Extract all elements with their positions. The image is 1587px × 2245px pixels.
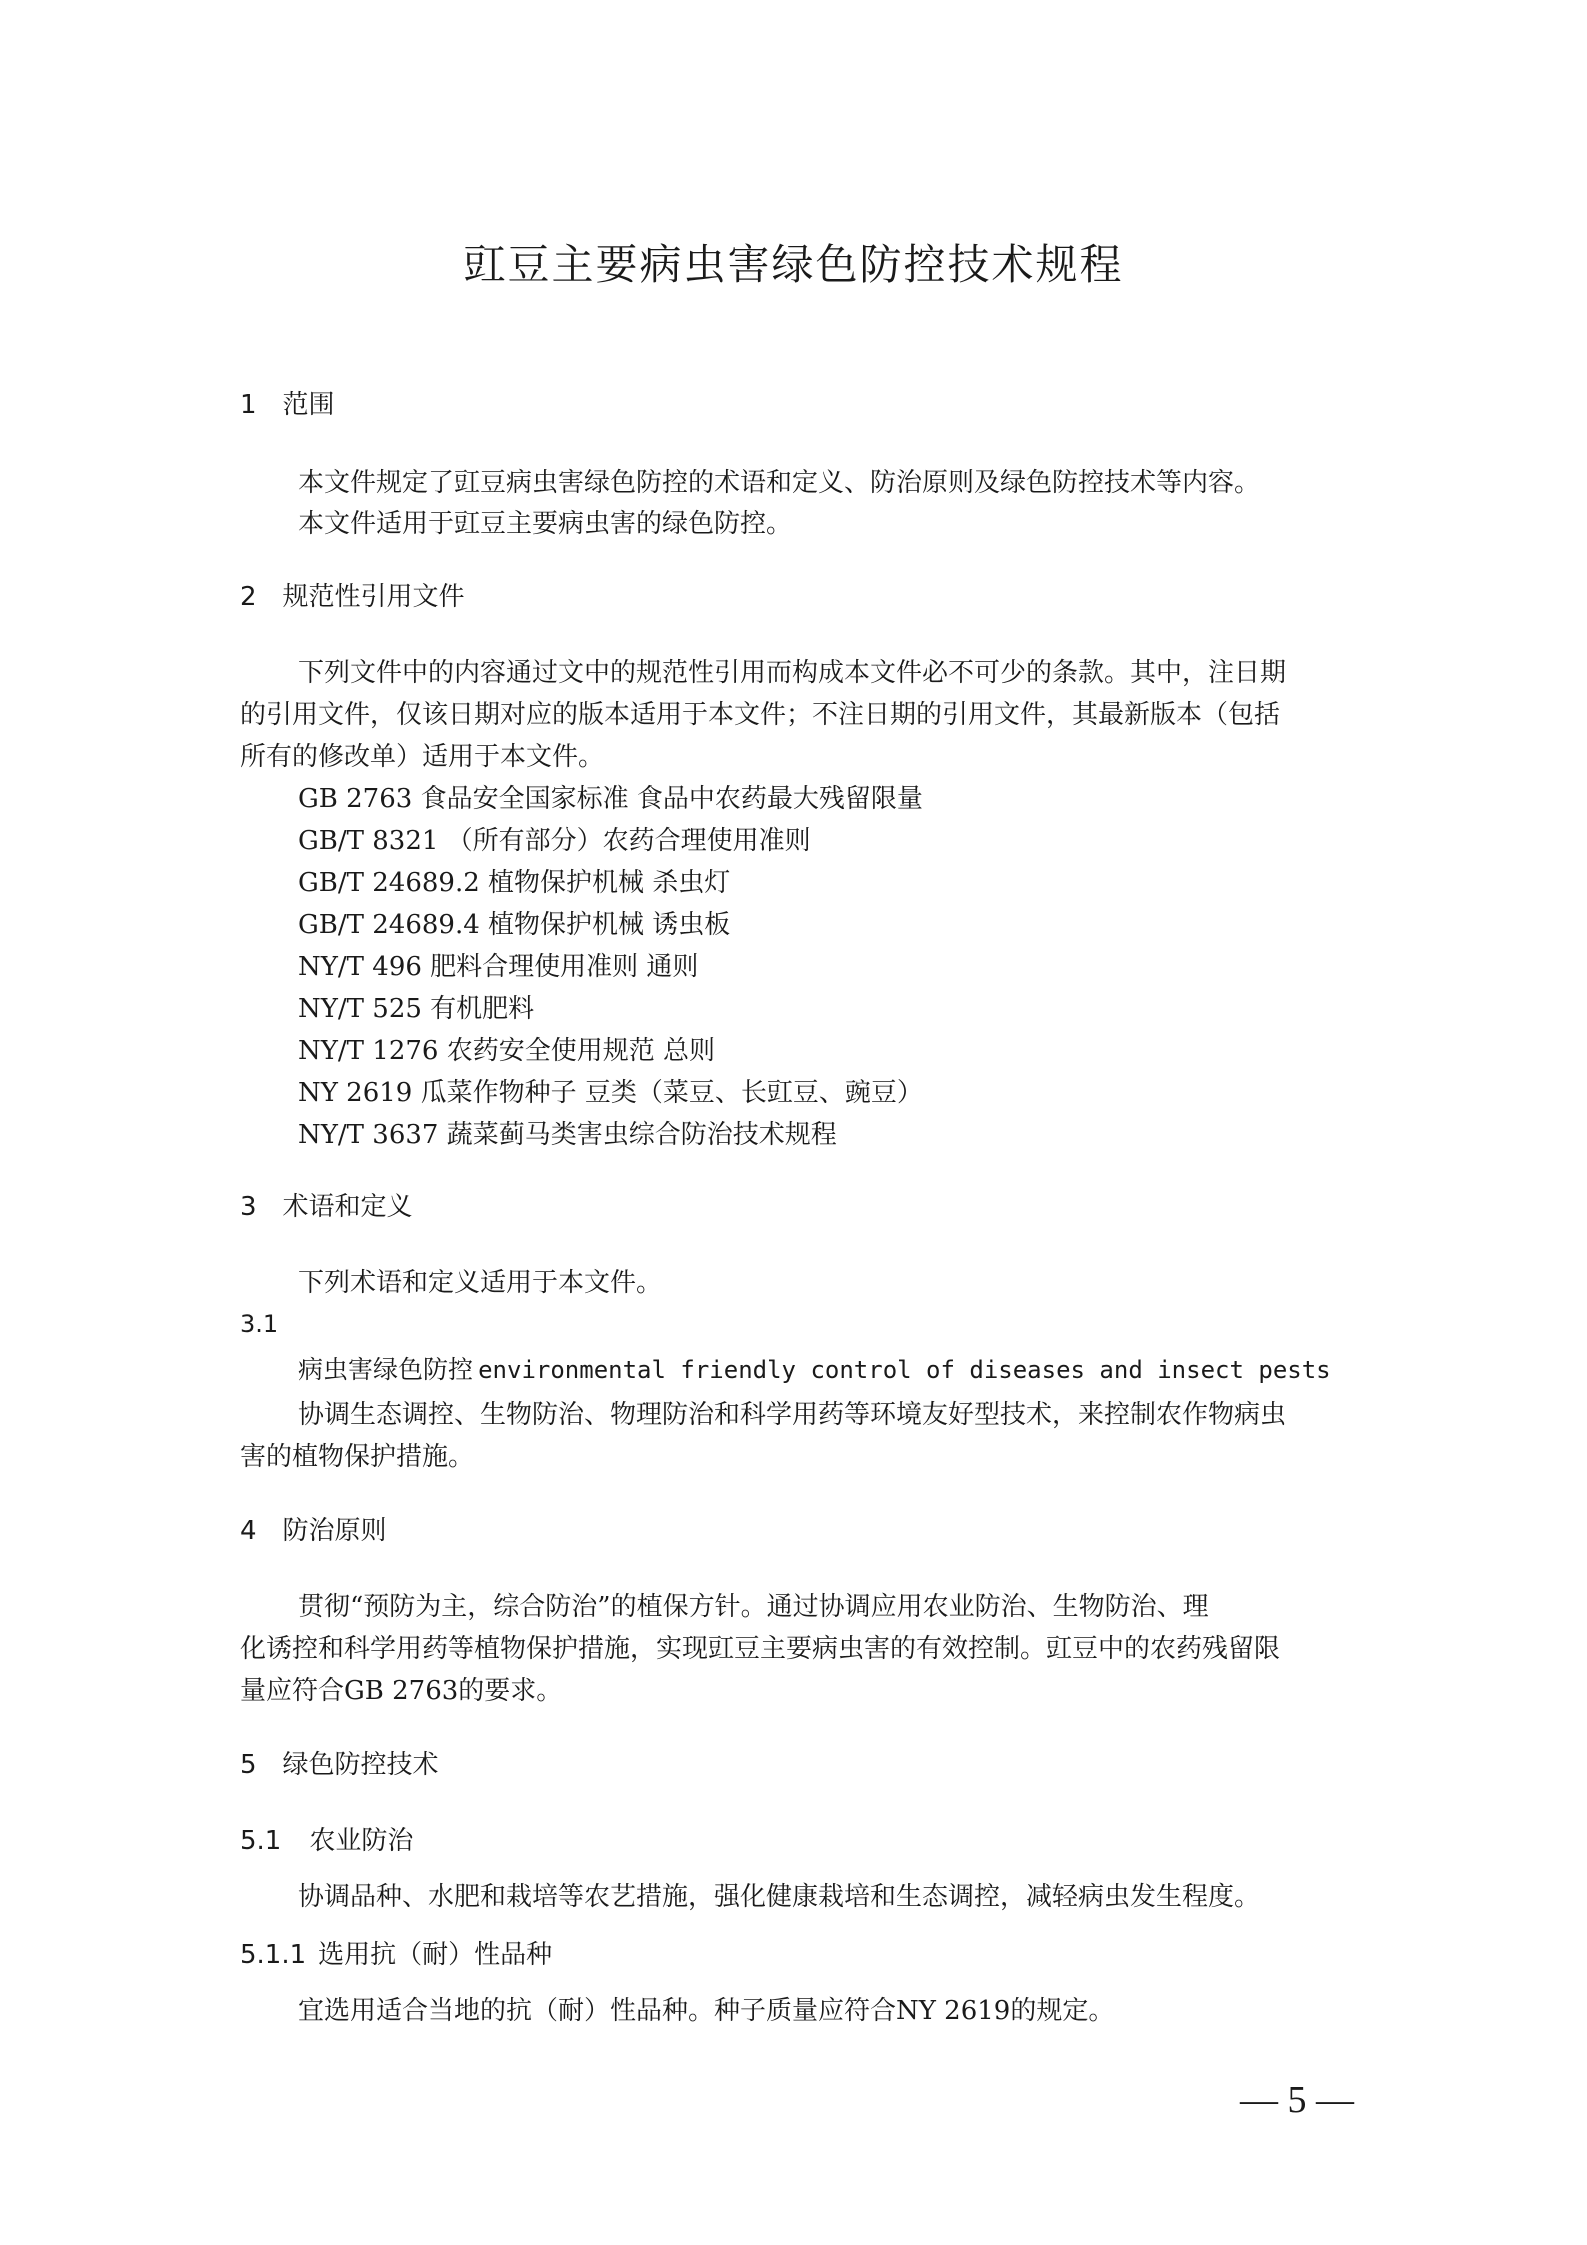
section-number: 5 (240, 1750, 257, 1780)
section-3-heading (240, 1186, 413, 1223)
reference-item: NY/T 1276 农药安全使用规范 总则 (298, 1036, 715, 1066)
paragraph-line: 化诱控和科学用药等植物保护措施，实现豇豆主要病虫害的有效控制。豇豆中的农药残留限 (240, 1634, 1281, 1664)
reference-item: GB/T 24689.2 植物保护机械 杀虫灯 (298, 868, 731, 898)
subsection-title: 农业防治 (309, 1826, 414, 1856)
document-title: 豇豆主要病虫害绿色防控技术规程 (463, 240, 1124, 289)
paragraph-line: 的引用文件，仅该日期对应的版本适用于本文件；不注日期的引用文件，其最新版本（包括 (240, 700, 1281, 730)
paragraph-line: 害的植物保护措施。 (240, 1442, 475, 1472)
section-title: 防治原则 (282, 1516, 387, 1546)
reference-item: NY/T 3637 蔬菜蓟马类害虫综合防治技术规程 (298, 1120, 837, 1150)
reference-item: NY 2619 瓜菜作物种子 豆类（菜豆、长豇豆、豌豆） (298, 1078, 923, 1108)
section-2-heading (240, 576, 465, 613)
paragraph-line: 量应符合GB 2763的要求。 (240, 1676, 563, 1706)
reference-item: NY/T 525 有机肥料 (298, 994, 535, 1024)
subsection-5-1-1-heading (240, 1934, 552, 1971)
reference-item: GB 2763 食品安全国家标准 食品中农药最大残留限量 (298, 784, 923, 814)
paragraph-line: 协调生态调控、生物防治、物理防治和科学用药等环境友好型技术，来控制农作物病虫 (298, 1400, 1287, 1430)
reference-item: GB/T 24689.4 植物保护机械 诱虫板 (298, 910, 731, 940)
section-number: 1 (240, 390, 257, 420)
paragraph: 本文件规定了豇豆病虫害绿色防控的术语和定义、防治原则及绿色防控技术等内容。 (298, 468, 1261, 498)
subsection-5-1-heading (240, 1820, 413, 1857)
paragraph: 宜选用适合当地的抗（耐）性品种。种子质量应符合NY 2619的规定。 (298, 1996, 1115, 2026)
section-4-heading (240, 1510, 387, 1547)
reference-item: GB/T 8321 （所有部分）农药合理使用准则 (298, 826, 811, 856)
section-number: 2 (240, 582, 257, 612)
term-entry (298, 1350, 1331, 1386)
section-number: 4 (240, 1516, 257, 1546)
section-title: 范围 (282, 390, 335, 420)
subsection-number: 3.1 (240, 1310, 279, 1338)
section-number: 3 (240, 1192, 257, 1222)
section-title: 绿色防控技术 (282, 1750, 439, 1780)
paragraph-line: 贯彻“预防为主，综合防治”的植保方针。通过协调应用农业防治、生物防治、理 (298, 1592, 1209, 1622)
section-5-heading (240, 1744, 439, 1781)
section-title: 术语和定义 (282, 1192, 413, 1222)
paragraph: 协调品种、水肥和栽培等农艺措施，强化健康栽培和生态调控，减轻病虫发生程度。 (298, 1882, 1261, 1912)
paragraph-line: 所有的修改单）适用于本文件。 (240, 742, 605, 772)
paragraph: 本文件适用于豇豆主要病虫害的绿色防控。 (298, 509, 793, 539)
subsection-number: 5.1 (240, 1826, 282, 1856)
term-chinese: 病虫害绿色防控 (298, 1355, 474, 1384)
section-1-heading (240, 384, 335, 421)
page-number: — 5 — (1240, 2079, 1354, 2121)
reference-item: NY/T 496 肥料合理使用准则 通则 (298, 952, 699, 982)
term-english: environmental friendly control of diseases and insect pests (478, 1356, 1331, 1384)
subsection-number: 5.1.1 (240, 1940, 307, 1970)
paragraph: 下列术语和定义适用于本文件。 (298, 1268, 663, 1298)
subsection-title: 选用抗（耐）性品种 (318, 1940, 553, 1970)
section-title: 规范性引用文件 (282, 582, 465, 612)
paragraph-line: 下列文件中的内容通过文中的规范性引用而构成本文件必不可少的条款。其中，注日期 (298, 658, 1287, 688)
